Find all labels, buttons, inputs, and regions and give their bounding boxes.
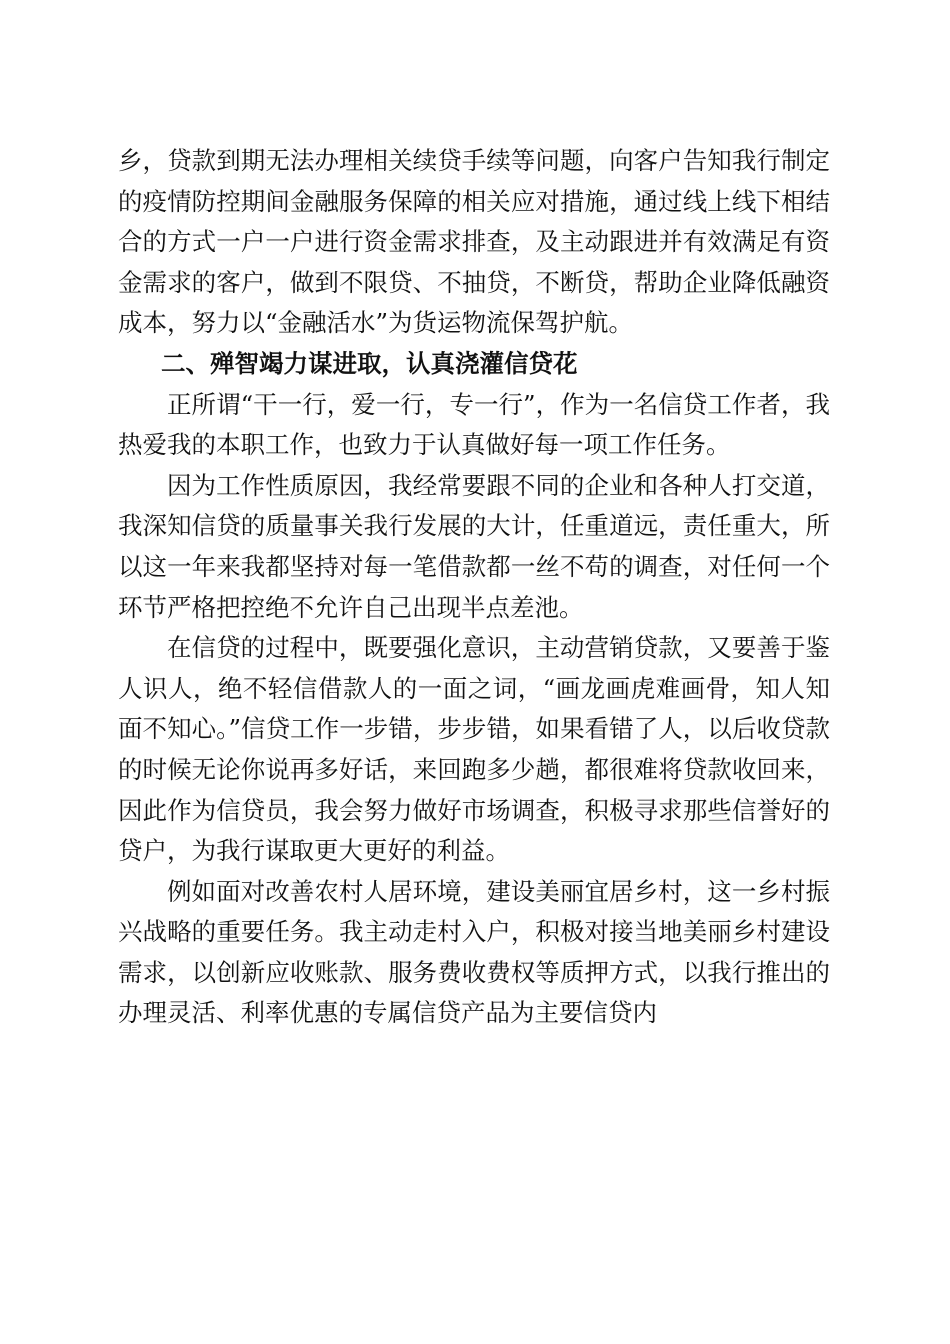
paragraph-work-attitude: 正所谓“干一行，爱一行，专一行”，作为一名信贷工作者，我热爱我的本职工作，也致力于认真做好每一项工作任务。 <box>118 389 830 460</box>
paragraph-credit-process: 在信贷的过程中，既要强化意识，主动营销贷款，又要善于鉴人识人，绝不轻信借款人的一面之词，“画龙画虎难画骨，知人知面不知心。”信贷工作一步错，步步错，如果看错了人，以后收贷款的时候无论你说再多好话，来回跑多少趟，都很难将贷款收回来，因此作为信贷员，我会努力做好市场调查，积极寻求那些信誉好的贷户，为我行谋取更大更好的利益。 <box>118 633 830 866</box>
section-heading: 二、殚智竭力谋进取，认真浇灌信贷花 <box>161 348 578 378</box>
paragraph-credit-quality: 因为工作性质原因，我经常要跟不同的企业和各种人打交道，我深知信贷的质量事关我行发展的大计，任重道远，责任重大，所以这一年来我都坚持对每一笔借款都一丝不苟的调查，对任何一个环节严格把控绝不允许自己出现半点差池。 <box>118 470 830 622</box>
paragraph-continuation: 乡，贷款到期无法办理相关续贷手续等问题，向客户告知我行制定的疫情防控期间金融服务保障的相关应对措施，通过线上线下相结合的方式一户一户进行资金需求排查，及主动跟进并有效满足有资金需求的客户，做到不限贷、不抽贷，不断贷，帮助企业降低融资成本，努力以“金融活水”为货运物流保驾护航。 <box>118 146 830 338</box>
paragraph-rural-example: 例如面对改善农村人居环境，建设美丽宜居乡村，这一乡村振兴战略的重要任务。我主动走村入户，积极对接当地美丽乡村建设需求，以创新应收账款、服务费收费权等质押方式，以我行推出的办理灵活、利率优惠的专属信贷产品为主要信贷内 <box>118 876 830 1028</box>
document-body <box>118 141 830 1034</box>
